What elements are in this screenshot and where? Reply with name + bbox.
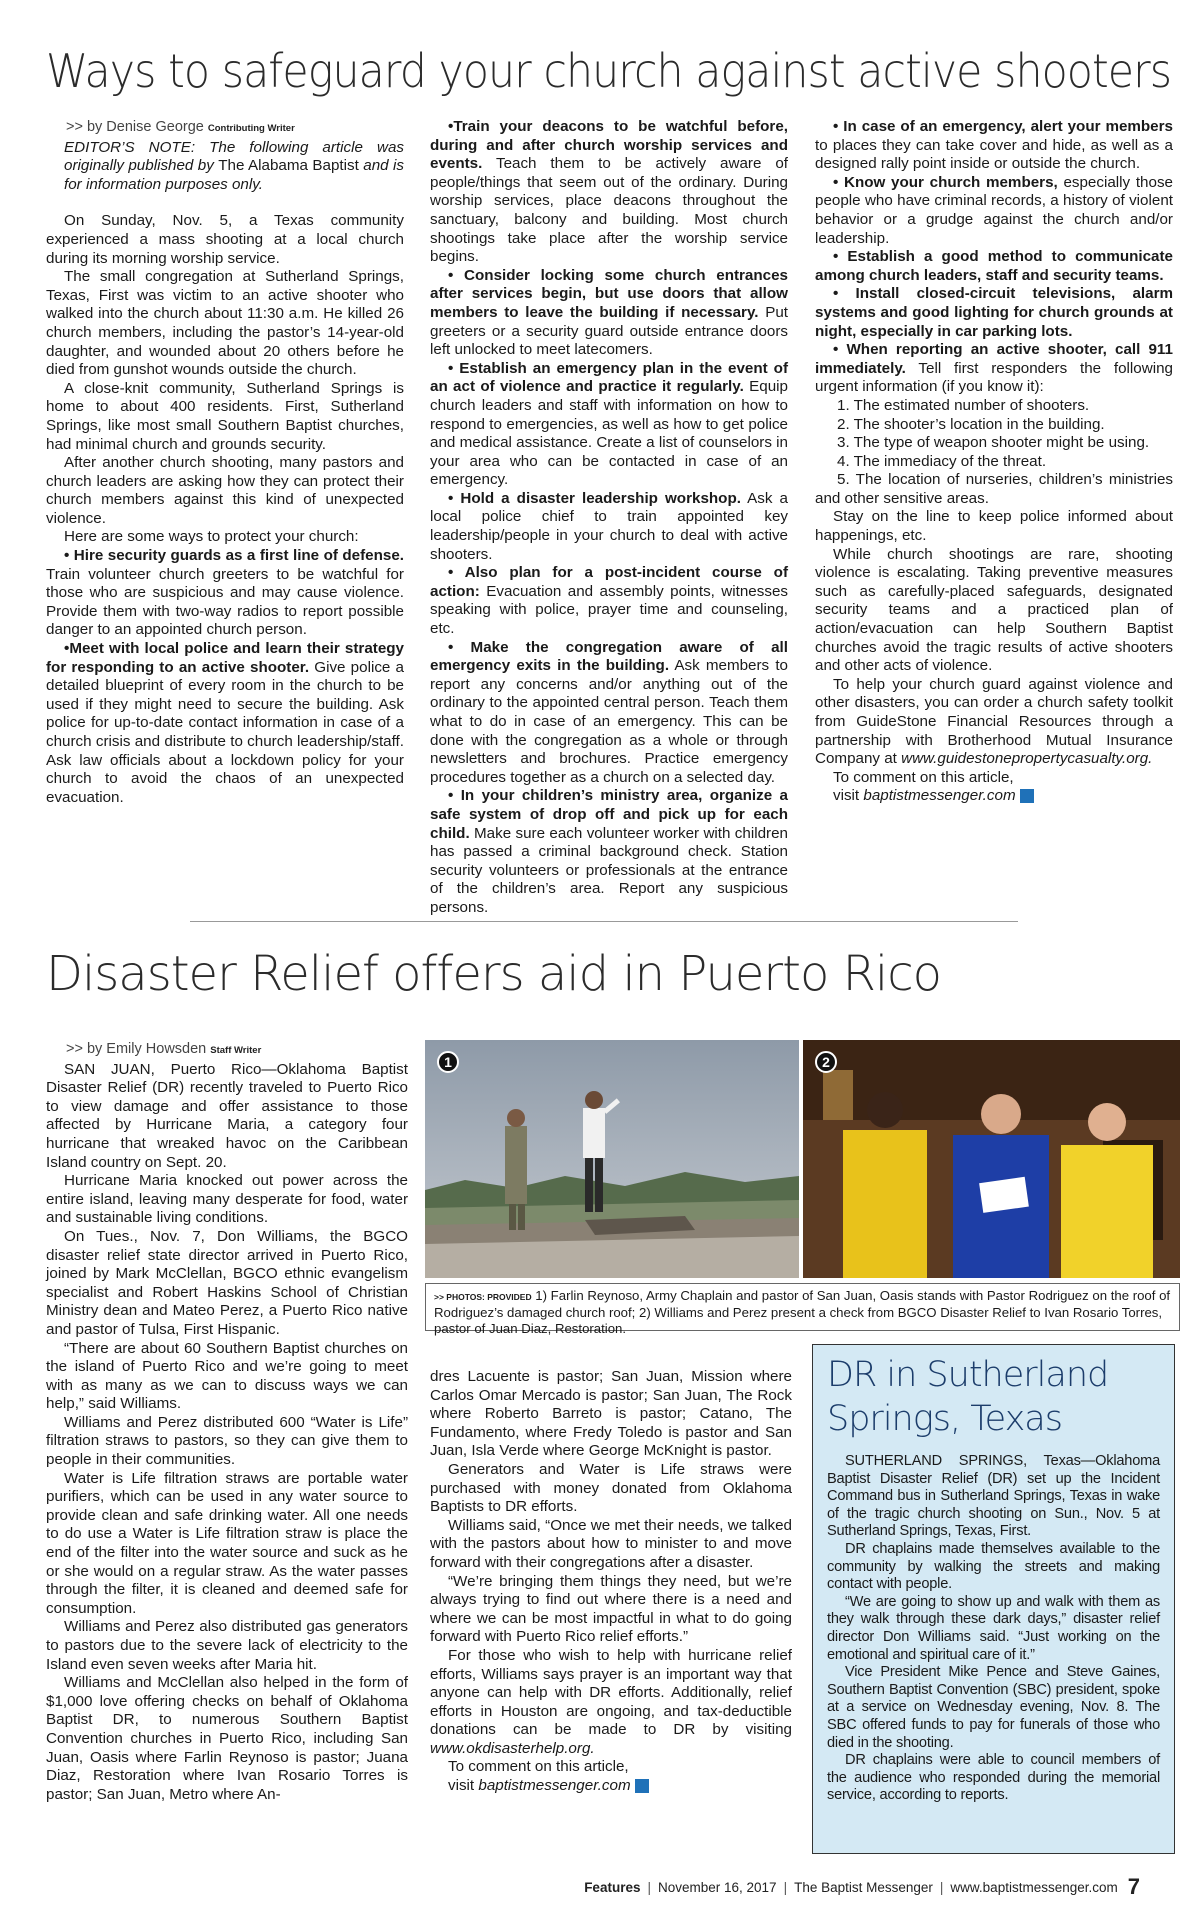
article1-column-3 <box>815 118 1173 806</box>
paragraph: After another church shooting, many pastors and church leaders are asking how they can protect their church members against this kind of unexpected violence. <box>46 454 404 527</box>
tip-paragraph: • Establish a good method to communicate among church leaders, staff and security teams. <box>815 248 1173 284</box>
tip-paragraph: • Make the congregation aware of all emergency exits in the building. Ask members to report any concerns and/or anything out of the ordinary to the appointed central person. Teach them what to do in case of an emergency. This can be done with the congregation as a whole or through newsletters and brochures. Practice emergency procedures together as a church on a selected day. <box>430 638 788 786</box>
tip-paragraph: • When reporting an active shooter, call 911 immediately. Tell first responders the following urgent information (if you know it): <box>815 341 1173 396</box>
footer-publication: The Baptist Messenger <box>794 1880 933 1895</box>
section-divider <box>190 921 1018 922</box>
list-item: 5. The location of nurseries, children’s ministries and other sensitive areas. <box>815 471 1173 507</box>
article1-byline: >> by Denise George Contributing Writer <box>66 119 295 135</box>
tip-paragraph: •Meet with local police and learn their strategy for responding to an active shooter. Give police a detailed blueprint of every room in the church to be used if they might need to secure the building. Ask police for up-to-date contact information in case of a church crisis and distribute to church leadership/staff. Ask law officials about a lockdown policy for your church to avoid the chaos of an unexpected evacuation. <box>46 640 404 806</box>
rooftop-photo-image <box>425 1040 799 1278</box>
list-item: 4. The immediacy of the threat. <box>837 452 1047 470</box>
photo-rooftop <box>425 1040 799 1278</box>
sidebar-box <box>812 1344 1175 1854</box>
footer-website[interactable]: www.baptistmessenger.com <box>950 1880 1118 1895</box>
article2-byline: >> by Emily Howsden Staff Writer <box>66 1041 262 1057</box>
article2-column-2 <box>430 1368 792 1796</box>
page-number: 7 <box>1127 1874 1140 1899</box>
visit-line: visit baptistmessenger.com m <box>833 787 1047 805</box>
footer-section: Features <box>584 1880 641 1895</box>
photo-strip <box>425 1040 1180 1278</box>
paragraph: Williams and McClellan also helped in the form of $1,000 love offering checks on behalf of Oklahoma Baptist DR, to numerous Southern Baptist Convention churches in Puerto Rico, including San Juan, Oasis where Farlin Reynoso is pastor; Juana Diaz, Restoration where Ivan Rosario Torres is pastor; San Juan, Metro where An- <box>46 1674 408 1803</box>
photo-number-2-icon: 2 <box>815 1051 837 1073</box>
paragraph: To help your church guard against violence and other disasters, you can order a church safety toolkit from GuideStone Financial Resources through a partnership with Brotherhood Mutual Insurance Company at www.guidestonepropertycasualty.org. <box>815 675 1173 768</box>
tip-paragraph: •Train your deacons to be watchful before, during and after church worship services and events. Teach them to be actively aware of people/things that seem out of the ordinary. During worship services, place deacons throughout the sanctuary, balcony and building. Most church shootings take place after the worship service begins. <box>430 118 788 266</box>
m-logo-icon: m <box>635 1779 649 1793</box>
paragraph: “There are about 60 Southern Baptist churches on the island of Puerto Rico and we’re going to meet with as many as we can to discuss ways we can help,” said Williams. <box>46 1339 408 1413</box>
article1-column-1 <box>46 118 404 807</box>
paragraph: SAN JUAN, Puerto Rico—Oklahoma Baptist Disaster Relief (DR) recently traveled to Puerto Rico to view damage and offer assistance to those affected by Hurricane Maria, a category four hurricane that wreaked havoc on the Caribbean Island country on Sept. 20. <box>46 1060 408 1171</box>
visit-line: visit baptistmessenger.com m <box>448 1777 662 1795</box>
editors-note: EDITOR’S NOTE: The following article was originally published by The Alabama Baptist and is for information purposes only. <box>64 138 405 193</box>
paragraph: “We are going to show up and walk with them as they walk through these dark days,” disaster relief director Don Williams said. “Just working on the emotional and spiritual care of it.” <box>827 1593 1160 1663</box>
paragraph: Stay on the line to keep police informed about happenings, etc. <box>815 508 1173 545</box>
photo-number-1-icon: 1 <box>437 1051 459 1073</box>
paragraph: Vice President Mike Pence and Steve Gaines, Southern Baptist Convention (SBC) president, spoke at a service on Wednesday evening, Nov. 8. The SBC offered funds to pay for funerals of those who died in the shooting. <box>827 1664 1160 1751</box>
website-link[interactable]: baptistmessenger.com <box>478 1777 631 1795</box>
tip-paragraph: • Hire security guards as a first line of defense. Train volunteer church greeters to be watchful for those who are suspicious and may cause violence. Provide them with two-way radios to report possible danger to an appointed church person. <box>46 547 404 639</box>
paragraph: Hurricane Maria knocked out power across the entire island, leaving many desperate for food, water and sustainable living conditions. <box>46 1172 408 1227</box>
paragraph: For those who wish to help with hurricane relief efforts, Williams says prayer is an important way that anyone can help with DR efforts. Additionally, relief efforts in Houston are ongoing, and tax-deductible donations can be made to DR by visiting www.okdisasterhelp.org. <box>430 1646 792 1757</box>
article1-column-2 <box>430 118 788 918</box>
m-logo-icon: m <box>1020 789 1034 803</box>
tip-paragraph: • Hold a disaster leadership workshop. Ask a local police chief to train appointed key leadership/people in your church to deal with active shooters. <box>430 489 788 563</box>
paragraph: Generators and Water is Life straws were purchased with money donated from Oklahoma Baptists to DR efforts. <box>430 1460 792 1516</box>
paragraph: On Tues., Nov. 7, Don Williams, the BGCO disaster relief state director arrived in Puerto Rico, joined by Mark McClellan, BGCO ethnic evangelism specialist and Robert Haskins School of Christian Ministry dean and Mateo Perez, a Puerto Rico native and pastor of Tulsa, First Hispanic. <box>46 1227 408 1338</box>
tip-paragraph: • Install closed-circuit televisions, alarm systems and good lighting for church grounds at night, especially in car parking lots. <box>815 285 1173 340</box>
footer-date: November 16, 2017 <box>657 1880 777 1895</box>
page-footer: Features | November 16, 2017 | The Baptist Messenger | www.baptistmessenger.com 7 <box>584 1874 1140 1899</box>
paragraph: While church shootings are rare, shooting violence is escalating. Taking preventive measures such as carefully-placed safeguards, designated security teams and a practiced plan of action/evacuation can help Southern Baptist churches avoid the tragic results of active shooters and other acts of violence. <box>815 545 1173 675</box>
comment-line: To comment on this article, <box>833 768 1014 786</box>
paragraph: SUTHERLAND SPRINGS, Texas—Oklahoma Baptist Disaster Relief (DR) set up the Incident Command bus in Sutherland Springs, Texas in wake of the tragic church shooting on Sun., Nov. 5 at Sutherland Springs, Texas, First. <box>827 1453 1160 1540</box>
paragraph: “We’re bringing them things they need, but we’re always trying to find out where there is a need and where we can be most impactful in what to do going forward with Puerto Rico relief efforts.” <box>430 1572 792 1646</box>
paragraph: DR chaplains made themselves available to the community by walking the streets and making contact with people. <box>827 1540 1160 1593</box>
article2-column-1 <box>46 1040 408 1804</box>
paragraph: Williams and Perez also distributed gas generators to pastors due to the severe lack of electricity to the Island even seven weeks after Maria hit. <box>46 1618 408 1673</box>
tip-paragraph: • Know your church members, especially those people who have criminal records, a history of violent behavior or a grudge against the church and/or leadership. <box>815 173 1173 247</box>
urgent-info-list <box>815 397 1173 509</box>
paragraph: A close-knit community, Sutherland Springs is home to about 400 residents. First, Sutherland Springs, like most small Southern Baptist churches, had minimal church and grounds security. <box>46 379 404 453</box>
paragraph: Williams and Perez distributed 600 “Water is Life” filtration straws to pastors, so they can give them to people in their communities. <box>46 1413 408 1469</box>
photo-check-presentation <box>803 1040 1180 1278</box>
comment-line: To comment on this article, <box>448 1758 629 1776</box>
article1-headline: Ways to safeguard your church against active shooters <box>46 44 1172 98</box>
sidebar-body <box>827 1453 1160 1805</box>
tip-paragraph: • Consider locking some church entrances after services begin, but use doors that allow members to leave the building if necessary. Put greeters or a security guard outside entrance doors left unlocked to meet latecomers. <box>430 266 788 359</box>
paragraph-continued: dres Lacuente is pastor; San Juan, Mission where Carlos Omar Mercado is pastor; San Juan, The Rock where Roberto Barreto is pastor; Catano, The Fundamento, where Fredy Toledo is pastor and San Juan, Isla Verde where George McKnight is pastor. <box>430 1368 792 1460</box>
check-presentation-photo-image <box>803 1040 1180 1278</box>
paragraph: Here are some ways to protect your church: <box>64 528 359 546</box>
list-item: 1. The estimated number of shooters. <box>837 396 1090 414</box>
paragraph: The small congregation at Sutherland Springs, Texas, First was victim to an active shooter who walked into the church about 11:30 a.m. He killed 26 church members, including the pastor’s 14-year-old daughter, and wounded about 20 others before he died from gunshot wounds outside the church. <box>46 268 404 379</box>
paragraph: On Sunday, Nov. 5, a Texas community experienced a mass shooting at a local church during its morning worship service. <box>46 212 404 267</box>
sidebar-title: DR in Sutherland Springs, Texas <box>827 1355 1109 1439</box>
list-item: 3. The type of weapon shooter might be using. <box>837 434 1150 452</box>
paragraph: DR chaplains were able to council members of the audience who responded during the memorial service, according to reports. <box>827 1752 1160 1804</box>
article2-headline: Disaster Relief offers aid in Puerto Rico <box>46 946 942 1002</box>
tip-paragraph: • Establish an emergency plan in the event of an act of violence and practice it regularly. Equip church leaders and staff with information on how to respond to emergencies, as well as how to get police and medical assistance. Create a list of counselors in your area who can be contacted in case of an emergency. <box>430 359 788 489</box>
list-item: 2. The shooter’s location in the building. <box>837 415 1105 433</box>
paragraph: Water is Life filtration straws are portable water purifiers, which can be used in any water source to provide clean and safe drinking water. All one needs to do use a Water is Life filtration straw is place the end of the filter into the water source and suck as he or she would on a regular straw. As the water passes through the filter, it is cleaned and deemed safe for consumption. <box>46 1469 408 1617</box>
tip-paragraph: • In your children’s ministry area, organize a safe system of drop off and pick up for each child. Make sure each volunteer worker with children has passed a criminal background check. Station security volunteers or professionals at the entrance of the children’s area. Report any suspicious persons. <box>430 787 788 916</box>
website-link[interactable]: baptistmessenger.com <box>863 787 1016 805</box>
tip-paragraph: • Also plan for a post-incident course of action: Evacuation and assembly points, witnesses speaking with police, prayer time and counseling, etc. <box>430 564 788 638</box>
photo-caption: >> PHOTOS: PROVIDED 1) Farlin Reynoso, Army Chaplain and pastor of San Juan, Oasis stands with Pastor Rodriguez on the roof of Rodriguez’s damaged church roof; 2) Williams and Perez present a check from BGCO Disaster Relief to Ivan Rosario Torres, pastor of Juan Diaz, Restoration. <box>425 1283 1180 1331</box>
paragraph: Williams said, “Once we met their needs, we talked with the pastors about how to minister to and move forward with their congregations after a disaster. <box>430 1516 792 1571</box>
tip-paragraph: • In case of an emergency, alert your members to places they can take cover and hide, as well as a designed rally point inside or outside the church. <box>815 118 1173 173</box>
